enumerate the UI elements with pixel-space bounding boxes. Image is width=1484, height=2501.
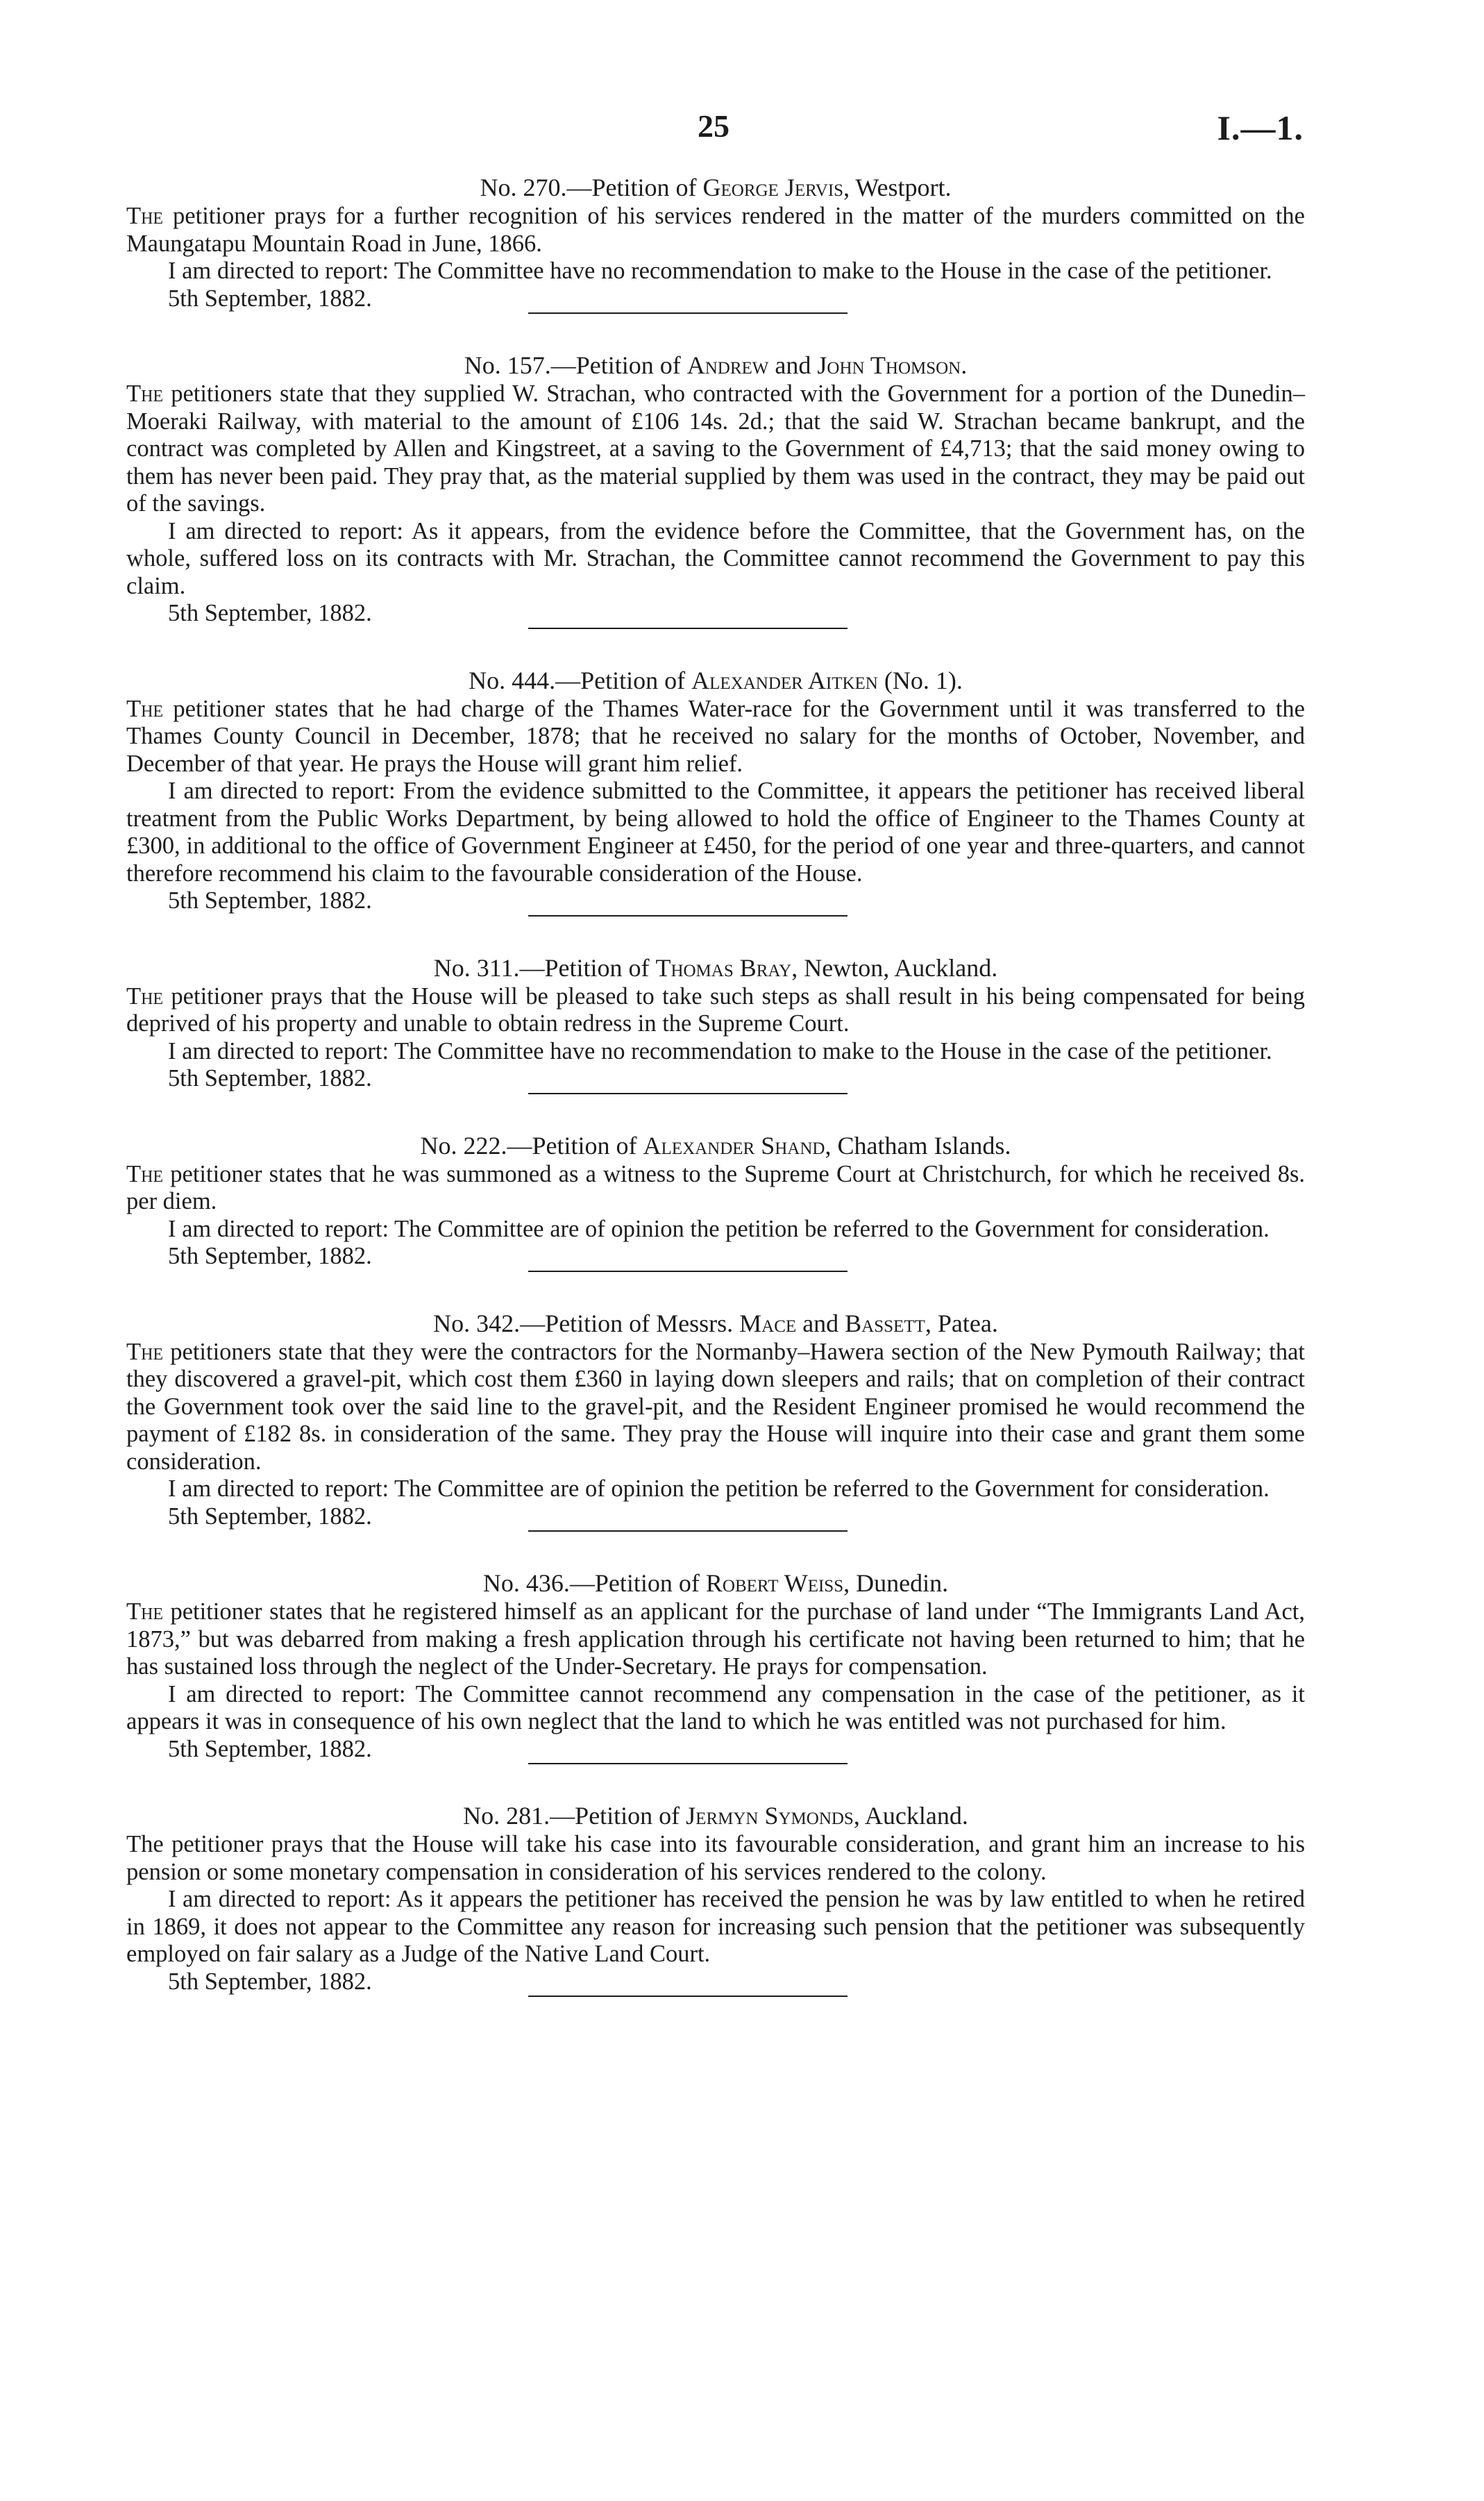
report-date: 5th September, 1882. xyxy=(168,887,372,914)
petition-statement: The petitioner states that he had charge of the Thames Water-race for the Government until it was transferred to the Thames County Council in December, 1878; that he received no salary for the months of October, November, and December of that year. He prays the House will grant him relief. xyxy=(126,695,1305,777)
section-divider xyxy=(528,1996,848,1997)
petition-title: No. 436.—Petition of Robert Weiss, Dunedin. xyxy=(482,1569,949,1597)
report-date: 5th September, 1882. xyxy=(168,1065,372,1091)
document-code: I.—1. xyxy=(1217,108,1304,147)
petition-statement: The petitioner states that he was summoned as a witness to the Supreme Court at Christchurch, for which he received 8s. per diem. xyxy=(126,1160,1305,1214)
report-date: 5th September, 1882. xyxy=(168,1968,372,1995)
committee-report: I am directed to report: The Committee cannot recommend any compensation in the case of the petitioner, as it appears it was in consequence of his own neglect that the land to which he was entitled was not purchased for him. xyxy=(126,1680,1305,1734)
section-divider xyxy=(528,1093,848,1094)
committee-report: I am directed to report: The Committee are of opinion the petition be referred to the Government for consideration. xyxy=(168,1475,1270,1502)
petition-statement: The petitioners state that they were the contractors for the Normanby–Hawera section of the New Pymouth Railway; that they discovered a gravel-pit, which cost them £360 in laying down sleepers and rails; that on completion of their contract the Government took over the said line to the gravel-pit, and the Resident Engineer promised he would recommend the payment of £182 8s. in consideration of the same. They pray the House will inquire into their case and grant them some consideration. xyxy=(126,1338,1305,1475)
petition-222 xyxy=(126,1132,1305,1272)
petitioner-name-2: John Thomson xyxy=(817,351,961,379)
petition-311 xyxy=(126,954,1305,1094)
section-divider xyxy=(528,1530,848,1532)
committee-report: I am directed to report: As it appears, from the evidence before the Committee, that the Government has, on the whole, suffered loss on its contracts with Mr. Strachan, the Committee cannot recommend the Government to pay this claim. xyxy=(126,517,1305,599)
petition-281 xyxy=(126,1802,1305,1997)
petitioner-name: Andrew xyxy=(686,351,769,379)
committee-report: I am directed to report: The Committee have no recommendation to make to the House in the case of the petitioner. xyxy=(168,1037,1272,1064)
committee-report: I am directed to report: From the evidence submitted to the Committee, it appears the petitioner has received liberal treatment from the Public Works Department, by being allowed to hold the office of Engineer to the Thames County at £300, in additional to the office of Government Engineer at £450, for the period of one year and three-quarters, and cannot therefore recommend his claim to the favourable consideration of the House. xyxy=(126,778,1305,887)
section-divider xyxy=(528,628,848,629)
petition-title: No. 222.—Petition of Alexander Shand, Chatham Islands. xyxy=(420,1131,1011,1160)
petition-title: No. 444.—Petition of Alexander Aitken (No. 1). xyxy=(469,666,963,694)
petition-title: No. 342.—Petition of Messrs. Mace and Bassett, Patea. xyxy=(433,1309,998,1337)
report-date: 5th September, 1882. xyxy=(168,285,372,312)
section-divider xyxy=(528,915,848,917)
petitions-list xyxy=(126,174,1305,2005)
page-header xyxy=(0,108,1484,156)
committee-report: I am directed to report: The Committee are of opinion the petition be referred to the Government for consideration. xyxy=(168,1215,1270,1242)
petitioner-name-2: Bassett xyxy=(845,1309,925,1337)
petition-title: No. 311.—Petition of Thomas Bray, Newton, Auckland. xyxy=(433,953,998,982)
petition-statement: The petitioners state that they supplied W. Strachan, who contracted with the Government for a portion of the Dunedin–Moeraki Railway, with material to the amount of £106 14s. 2d.; that the said W. Strachan became bankrupt, and the contract was completed by Allen and Kingstreet, at a saving to the Government of £4,713; that the said money owing to them has never been paid. They pray that, as the material supplied by them was used in the contract, they may be paid out of the savings. xyxy=(126,380,1305,517)
section-divider xyxy=(528,312,848,314)
petition-title: No. 157.—Petition of Andrew and John Thomson. xyxy=(464,351,968,379)
petitioner-name: Alexander Shand xyxy=(643,1131,825,1160)
section-divider xyxy=(528,1271,848,1272)
petitioner-name: Mace xyxy=(739,1309,797,1337)
section-divider xyxy=(528,1763,848,1764)
petition-270 xyxy=(126,174,1305,314)
petition-title: No. 281.—Petition of Jermyn Symonds, Auckland. xyxy=(463,1802,968,1830)
petitioner-name: Jermyn Symonds xyxy=(686,1802,854,1830)
petition-statement: The petitioner prays for a further recognition of his services rendered in the matter of the murders committed on the Maungatapu Mountain Road in June, 1866. xyxy=(126,203,1305,257)
petitioner-name: Thomas Bray xyxy=(655,953,792,982)
page-number: 25 xyxy=(698,108,730,144)
petition-342 xyxy=(126,1310,1305,1532)
report-date: 5th September, 1882. xyxy=(168,600,372,626)
petition-436 xyxy=(126,1569,1305,1764)
petition-statement: The petitioner prays that the House will take his case into its favourable consideration, and grant him an increase to his pension or some monetary compensation in consideration of his services rendered to the colony. xyxy=(126,1831,1305,1885)
report-date: 5th September, 1882. xyxy=(168,1735,372,1762)
committee-report: I am directed to report: The Committee have no recommendation to make to the House in the case of the petitioner. xyxy=(168,258,1272,284)
petition-statement: The petitioner prays that the House will be pleased to take such steps as shall result in his being compensated for being deprived of his property and unable to obtain redress in the Supreme Court. xyxy=(126,982,1305,1037)
petition-statement: The petitioner states that he registered himself as an applicant for the purchase of land under “The Immigrants Land Act, 1873,” but was debarred from making a fresh application through his certificate not having been returned to him; that he has sustained loss through the neglect of the Under-Secretary. He prays for compensation. xyxy=(126,1598,1305,1680)
petitioner-name: George Jervis xyxy=(702,174,844,201)
petition-title: No. 270.—Petition of George Jervis, Westport. xyxy=(480,174,952,201)
committee-report: I am directed to report: As it appears the petitioner has received the pension he was by law entitled to when he retired in 1869, it does not appear to the Committee any reason for increasing such pension that the petitioner was subsequently employed on fair salary as a Judge of the Native Land Court. xyxy=(126,1886,1305,1967)
petition-157 xyxy=(126,351,1305,629)
petitioner-name: Alexander Aitken xyxy=(691,666,878,694)
report-date: 5th September, 1882. xyxy=(168,1503,372,1530)
report-date: 5th September, 1882. xyxy=(168,1243,372,1269)
petitioner-name: Robert Weiss xyxy=(705,1569,844,1597)
petition-444 xyxy=(126,667,1305,917)
